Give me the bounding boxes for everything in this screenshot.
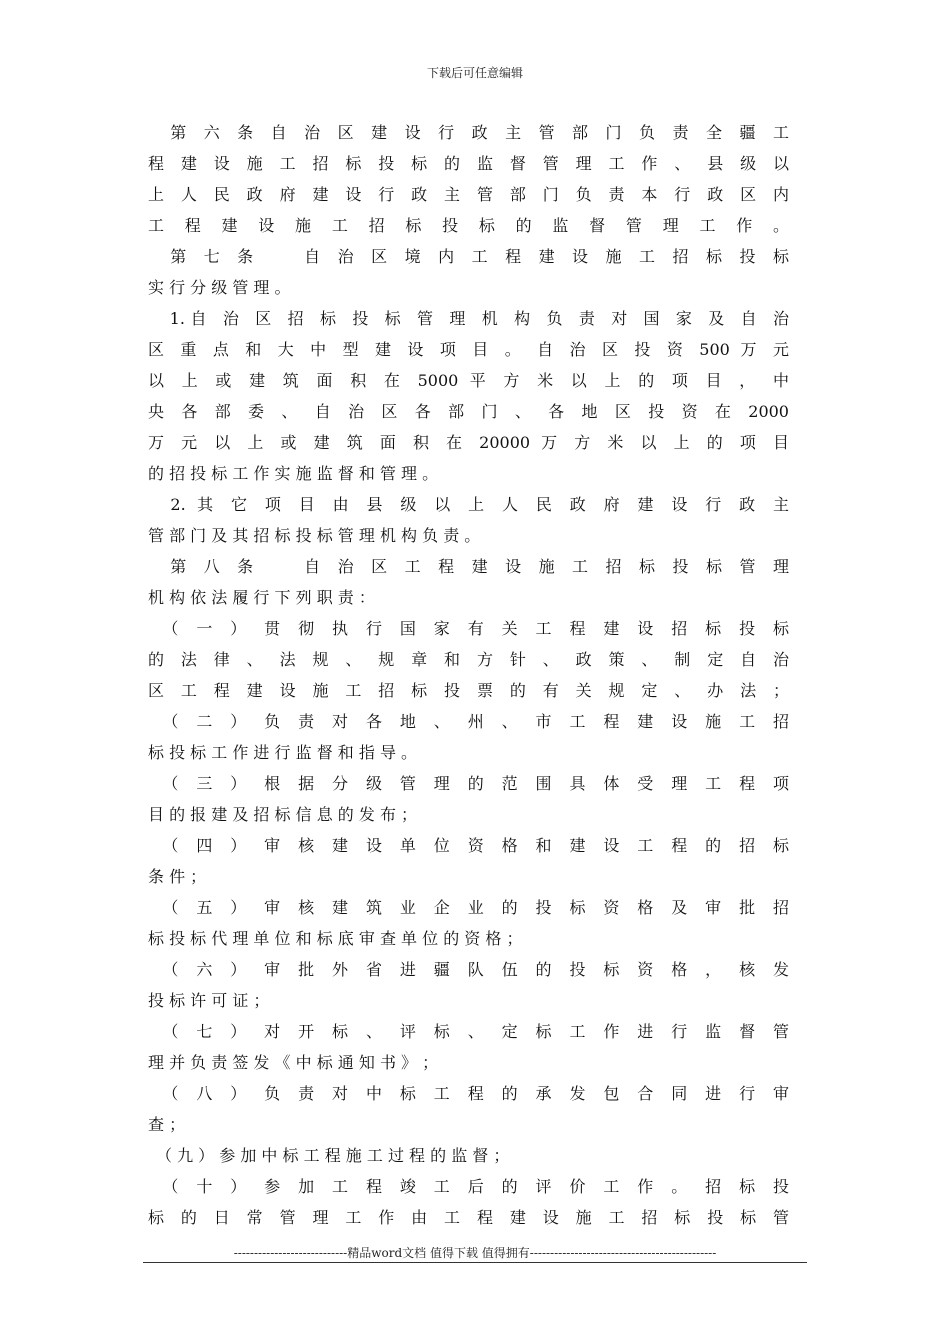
text-line: 央 各 部 委 、 自 治 区 各 部 门 、 各 地 区 投 资 在 2000 xyxy=(148,402,789,421)
text-line: 以 上 或 建 筑 面 积 在 5000 平 方 米 以 上 的 项 目 ， 中 xyxy=(148,371,789,390)
text-line: 区 重 点 和 大 中 型 建 设 项 目 。 自 治 区 投 资 500 万 元 xyxy=(148,340,789,359)
text-line: 万 元 以 上 或 建 筑 面 积 在 20000 万 方 米 以 上 的 项 目 xyxy=(148,433,789,452)
text-line: 第 七 条 自 治 区 境 内 工 程 建 设 施 工 招 标 投 标 xyxy=(148,247,789,266)
text-line: 工 程 建 设 施 工 招 标 投 标 的 监 督 管 理 工 作 。 xyxy=(148,216,789,235)
text-line: 查 ； xyxy=(148,1115,186,1134)
text-line: （ 七 ） 对 开 标 、 评 标 、 定 标 工 作 进 行 监 督 管 xyxy=(148,1022,789,1041)
text-line: （ 四 ） 审 核 建 设 单 位 资 格 和 建 设 工 程 的 招 标 xyxy=(148,836,789,855)
text-line: （ 八 ） 负 责 对 中 标 工 程 的 承 发 包 合 同 进 行 审 xyxy=(148,1084,789,1103)
text-line: 标 投 标 工 作 进 行 监 督 和 指 导 。 xyxy=(148,743,418,762)
text-line: 投 标 许 可 证 ； xyxy=(148,991,270,1010)
text-line: 标 投 标 代 理 单 位 和 标 底 审 查 单 位 的 资 格 ； xyxy=(148,929,523,948)
text-line: （ 五 ） 审 核 建 筑 业 企 业 的 投 标 资 格 及 审 批 招 xyxy=(148,898,789,917)
text-line: 程 建 设 施 工 招 标 投 标 的 监 督 管 理 工 作 、 县 级 以 xyxy=(148,154,789,173)
text-line: 2. 其 它 项 目 由 县 级 以 上 人 民 政 府 建 设 行 政 主 xyxy=(148,495,789,514)
text-line: 标 的 日 常 管 理 工 作 由 工 程 建 设 施 工 招 标 投 标 管 xyxy=(148,1208,789,1227)
text-line: （ 一 ） 贯 彻 执 行 国 家 有 关 工 程 建 设 招 标 投 标 xyxy=(148,619,789,638)
text-line: 实 行 分 级 管 理 。 xyxy=(148,278,291,297)
text-line: （ 二 ） 负 责 对 各 地 、 州 、 市 工 程 建 设 施 工 招 xyxy=(148,712,789,731)
page-header: 下载后可任意编辑 xyxy=(426,66,523,80)
text-line: 第 八 条 自 治 区 工 程 建 设 施 工 招 标 投 标 管 理 xyxy=(148,557,789,576)
footer-rule xyxy=(143,1262,807,1263)
text-line: （ 三 ） 根 据 分 级 管 理 的 范 围 具 体 受 理 工 程 项 xyxy=(148,774,789,793)
text-line: 条 件 ； xyxy=(148,867,207,886)
text-line: 理 并 负 责 签 发 《 中 标 通 知 书 》 ； xyxy=(148,1053,439,1072)
text-line: （ 六 ） 审 批 外 省 进 疆 队 伍 的 投 标 资 格 ， 核 发 xyxy=(148,960,789,979)
text-line: （ 九 ） 参 加 中 标 工 程 施 工 过 程 的 监 督 ； xyxy=(148,1146,510,1165)
text-line: 1.自 治 区 招 标 投 标 管 理 机 构 负 责 对 国 家 及 自 治 xyxy=(148,309,789,328)
document-body xyxy=(148,117,789,1233)
text-line: （ 十 ） 参 加 工 程 竣 工 后 的 评 价 工 作 。 招 标 投 xyxy=(148,1177,789,1196)
text-line: 目 的 报 建 及 招 标 信 息 的 发 布 ； xyxy=(148,805,418,824)
text-line: 管 部 门 及 其 招 标 投 标 管 理 机 构 负 责 。 xyxy=(148,526,481,545)
text-line: 第 六 条 自 治 区 建 设 行 政 主 管 部 门 负 责 全 疆 工 xyxy=(148,123,789,142)
text-line: 的 招 投 标 工 作 实 施 监 督 和 管 理 。 xyxy=(148,464,439,483)
text-line: 上 人 民 政 府 建 设 行 政 主 管 部 门 负 责 本 行 政 区 内 xyxy=(148,185,789,204)
text-line: 机 构 依 法 履 行 下 列 职 责 ： xyxy=(148,588,375,607)
text-line: 的 法 律 、 法 规 、 规 章 和 方 针 、 政 策 、 制 定 自 治 xyxy=(148,650,789,669)
text-line: 区 工 程 建 设 施 工 招 标 投 票 的 有 关 规 定 、 办 法 ； xyxy=(148,681,789,700)
page-footer: ----------------------------精品word文档 值得下载 值得拥有---------------------------------------------- xyxy=(233,1246,717,1260)
